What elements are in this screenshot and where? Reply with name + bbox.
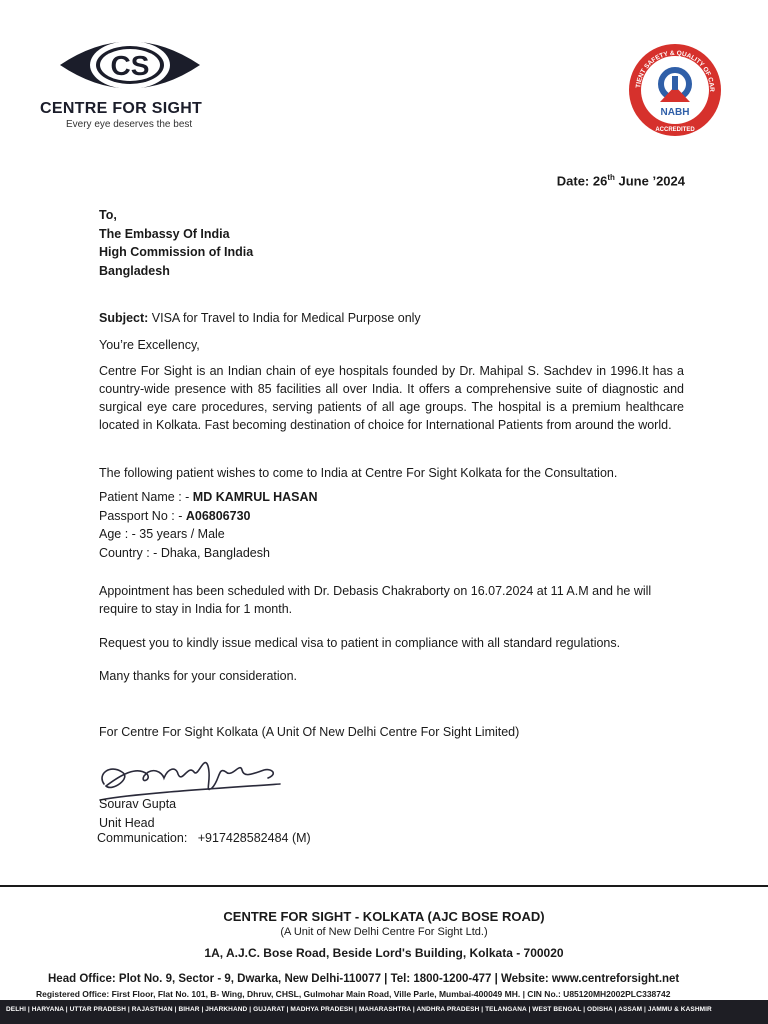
- patient-details: [99, 488, 684, 562]
- signatory-title: Unit Head: [99, 815, 155, 830]
- date-prefix: Date: 26: [556, 173, 608, 189]
- thanks-paragraph: Many thanks for your consideration.: [99, 669, 298, 683]
- footer-address: 1A, A.J.C. Bose Road, Beside Lord's Building, Kolkata - 700020: [204, 946, 564, 960]
- seal-name: NABH: [660, 107, 690, 118]
- patient-name-row: [99, 488, 684, 507]
- country-row: [99, 544, 684, 563]
- logo-tagline: Every eye deserves the best: [66, 119, 193, 130]
- footer-states-strip: [0, 1000, 768, 1024]
- communication-value: +917428582484 (M): [197, 831, 311, 845]
- country-label: Country : -: [99, 545, 161, 560]
- eye-logo-icon: [40, 32, 220, 98]
- subject-line: [99, 309, 684, 327]
- address-to: To,: [99, 208, 117, 222]
- nabh-seal: [620, 40, 730, 140]
- age-row: [99, 525, 684, 544]
- footer-unit: (A Unit of New Delhi Centre For Sight Ltd.): [280, 926, 488, 938]
- passport-value: A06806730: [185, 508, 251, 523]
- communication-label: Communication:: [97, 831, 188, 845]
- logo-name: CENTRE FOR SIGHT: [40, 100, 203, 117]
- appointment-paragraph: Appointment has been scheduled with Dr. Debasis Chakraborty on 16.07.2024 at 11 A.M and he will require to stay in India for 1 month.: [99, 584, 652, 616]
- footer-head-office: Head Office: Plot No. 9, Sector - 9, Dwarka, New Delhi-110077 | Tel: 1800-1200-477 | Website: www.centreforsight.net: [48, 973, 680, 985]
- address-line-2: High Commission of India: [99, 245, 254, 259]
- footer-divider: [0, 885, 768, 887]
- date-rest: June ’2024: [614, 173, 685, 189]
- subject-label: Subject:: [99, 311, 149, 325]
- patient-intro-paragraph: The following patient wishes to come to India at Centre For Sight Kolkata for the Consultation.: [99, 466, 618, 480]
- country-value: Dhaka, Bangladesh: [160, 545, 270, 560]
- seal-accredited: ACCREDITED: [655, 127, 695, 133]
- date-suffix-sup: th: [607, 173, 615, 182]
- greeting: You’re Excellency,: [99, 338, 200, 352]
- address-line-3: Bangladesh: [99, 263, 170, 278]
- passport-row: [99, 507, 684, 526]
- request-paragraph: Request you to kindly issue medical visa to patient in compliance with all standard regulations.: [99, 636, 621, 650]
- nabh-seal-icon: [620, 40, 730, 140]
- letter-date: [557, 173, 685, 188]
- subject-text: VISA for Travel to India for Medical Purpose only: [148, 311, 421, 325]
- footer-branch: CENTRE FOR SIGHT - KOLKATA (AJC BOSE ROAD): [223, 909, 545, 924]
- signatory-block: [99, 795, 176, 832]
- recipient-address: [99, 206, 253, 280]
- patient-name-value: MD KAMRUL HASAN: [192, 490, 318, 504]
- age-value: 35 years / Male: [139, 527, 225, 541]
- communication-line: [97, 831, 311, 845]
- footer-states: DELHI | HARYANA | UTTAR PRADESH | RAJASTHAN | BIHAR | JHARKHAND | GUJARAT | MADHYA PRADESH | MAHARASHTRA | ANDHRA PRADESH | TELANGANA | WEST BENGAL | ODISHA | ASSAM | JAMMU & KASHMIR: [6, 1006, 712, 1013]
- logo-monogram: CS: [110, 50, 150, 81]
- footer-registered-office: Registered Office: First Floor, Flat No. 101, B- Wing, Dhruv, CHSL, Gulmohar Main Road, Ville Parle, Mumbai-400049 MH. | CIN No.: U85120MH2002PLC338742: [36, 989, 671, 999]
- address-line-1: The Embassy Of India: [99, 226, 230, 241]
- passport-label: Passport No : -: [99, 508, 186, 523]
- for-organization-line: For Centre For Sight Kolkata (A Unit Of New Delhi Centre For Sight Limited): [99, 725, 520, 739]
- age-label: Age : -: [99, 527, 140, 541]
- intro-paragraph: Centre For Sight is an Indian chain of eye hospitals founded by Dr. Mahipal S. Sachdev in 1996.It has a country-wide presence with 85 facilities all over India. It offers a comprehensive suite of diagnostic and surgical eye care procedures, serving patients of all age groups. The hospital is a premium healthcare located in Kolkata. Fast becoming destination of choice for International Patients from around the world.: [99, 364, 684, 432]
- patient-name-label: Patient Name : -: [99, 490, 193, 504]
- signatory-name: Sourav Gupta: [99, 797, 177, 811]
- seal-arc-text: TIENT SAFETY & QUALITY OF CAR: [635, 49, 716, 92]
- centre-for-sight-logo: [40, 32, 240, 130]
